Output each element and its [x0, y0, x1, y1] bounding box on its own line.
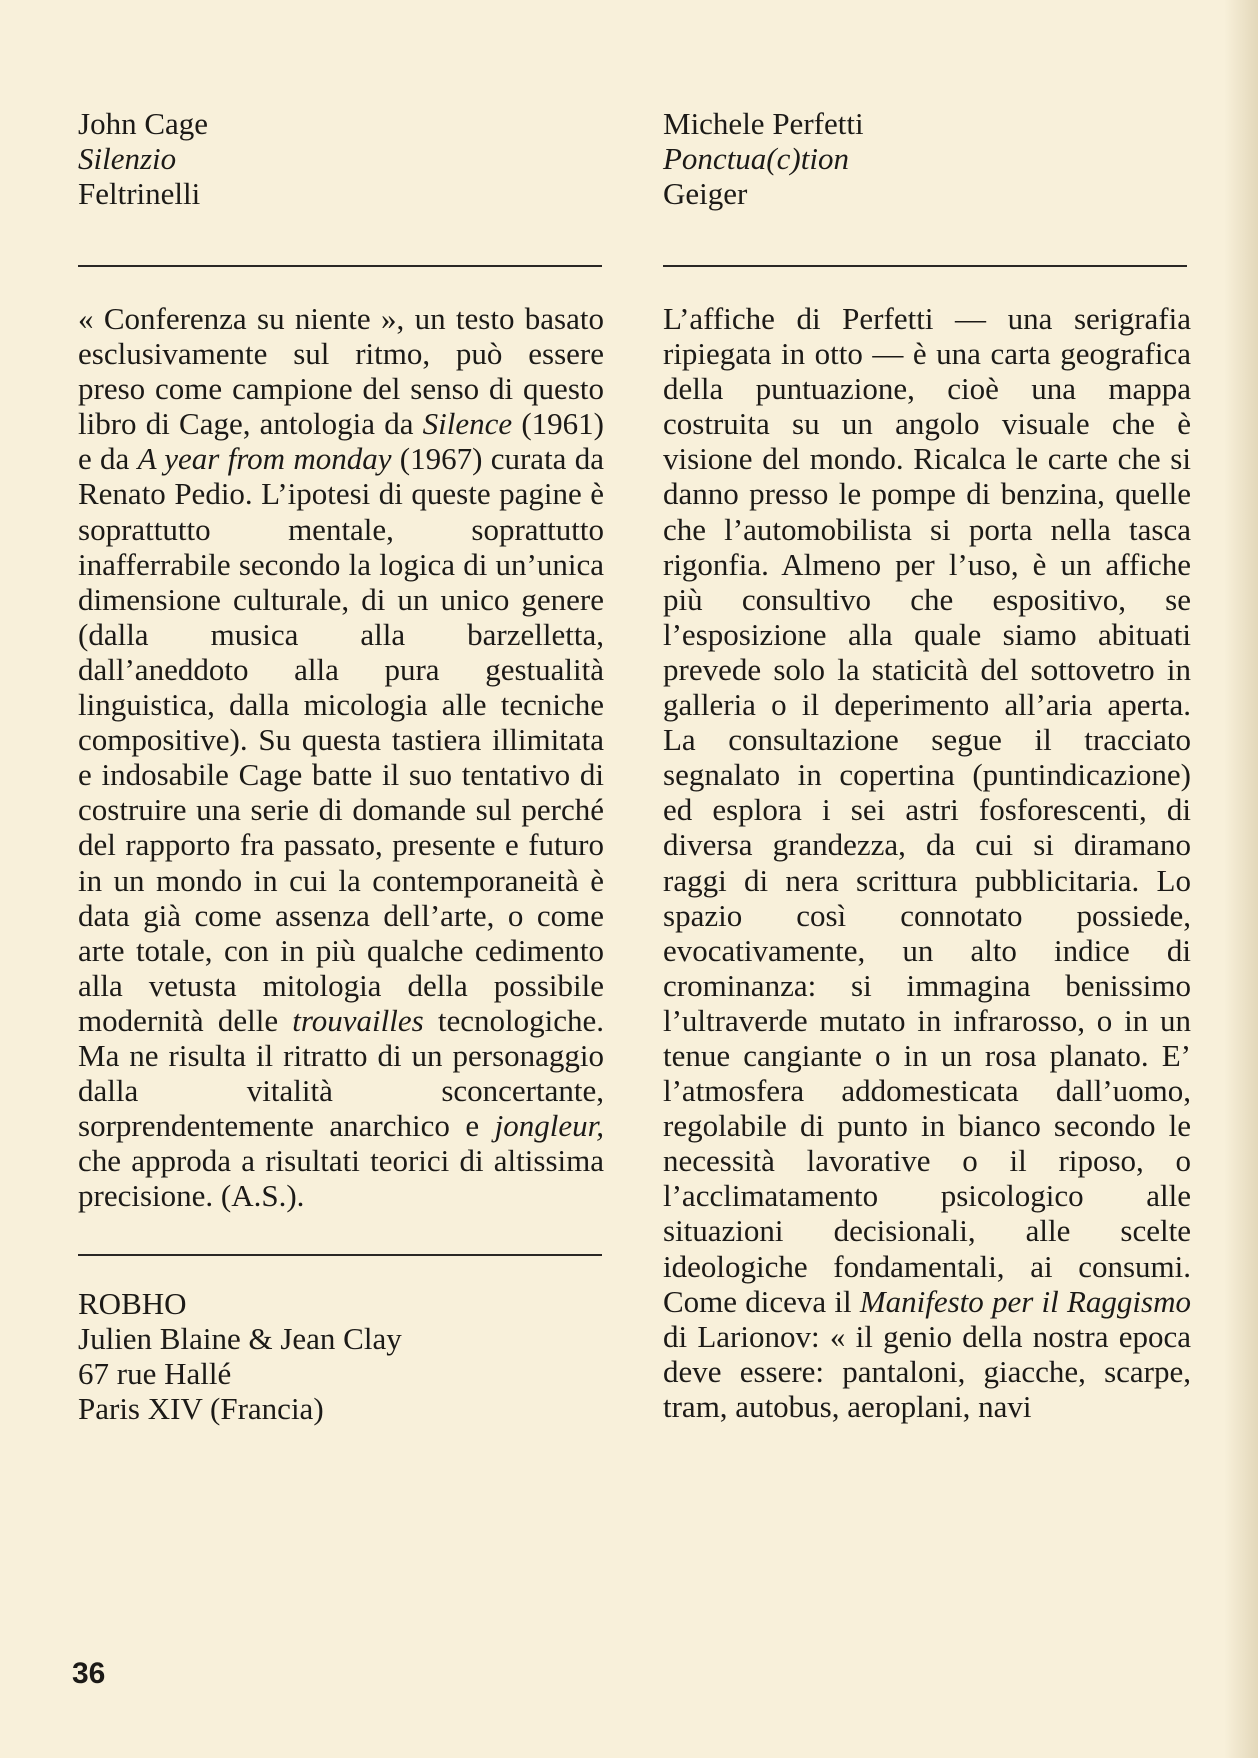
page-number: 36 [72, 1657, 106, 1690]
left-review-year-from-monday: A year from monday [137, 441, 392, 477]
address-name: ROBHO [78, 1286, 187, 1322]
right-review-text [663, 301, 1191, 1424]
left-review-part-1: « Conferenza su niente », un testo basato esclusivamente sul ritmo, può essere preso come campione del senso di questo libro di Cage, antologia da [78, 301, 604, 442]
address-street: 67 rue Hallé [78, 1356, 232, 1392]
address-city: Paris XIV (Francia) [78, 1391, 324, 1427]
right-column [663, 106, 1191, 1424]
robho-address [78, 1286, 604, 1426]
left-review-jongleur: jongleur, [494, 1108, 604, 1144]
left-title: Silenzio [78, 141, 177, 176]
left-review-trouvailles: trouvailles [292, 1002, 424, 1038]
right-review-part-2: di Larionov: « il genio della nostra epoca deve essere: pantaloni, giacche, scarpe, tram, autobus, aeroplani, navi [663, 1318, 1191, 1424]
left-author: John Cage [78, 106, 209, 141]
left-review-part-4: tecnologiche. Ma ne risulta il ritratto di un personaggio dalla vitalità sconcertante, sorprendentemente anarchico e [78, 1002, 604, 1144]
left-book-header [78, 106, 604, 211]
left-review-part-5: che approda a risultati teorici di altissima precisione. (A.S.). [78, 1143, 604, 1214]
right-title: Ponctua(c)tion [663, 141, 849, 176]
right-review-part-1: L’affiche di Perfetti — una serigrafia ripiegata in otto — è una carta geografica della puntuazione, cioè una mappa costruita su un angolo visuale che è visione del mondo. Ricalca le carte che si danno presso le pompe di benzina, quelle che l’automobilista si porta nella tasca rigonfia. Almeno per l’uso, è un affiche più consultivo che espositivo, se l’esposizione alla quale siamo abituati prevede solo la staticità del sottovetro in galleria o il deperimento all’aria aperta. La consultazione segue il tracciato segnalato in copertina (puntindicazione) ed esplora i sei astri fosforescenti, di diversa grandezza, da cui si diramano raggi di nera scrittura pubblicitaria. Lo spazio così connotato possiede, evocativamente, un alto indice di crominanza: si immagina benissimo l’ultraverde mutato in infrarosso, o in un tenue cangiante o in un rosa planato. E’ l’atmosfera addomesticata dall’uomo, regolabile di punto in bianco secondo le necessità lavorative o il riposo, o l’acclimatamento psicologico alle situazioni decisionali, alle scelte ideologiche fondamentali, ai consumi. Come diceva il [663, 301, 1191, 1319]
page-edge-shadow [1224, 0, 1258, 1758]
right-review-manifesto: Manifesto per il Raggismo [859, 1283, 1191, 1319]
left-review-text [78, 301, 604, 1213]
left-review-part-3: (1967) curata da Renato Pedio. L’ipotesi di queste pagine è soprattutto mentale, soprattutto inafferrabile secondo la logica di un’unica dimensione culturale, di un unico genere (dalla musica alla barzelletta, dall’aneddoto alla pura gestualità linguistica, dalla micologia alle tecniche compositive). Su questa tastiera illimitata e indosabile Cage batte il suo tentativo di costruire una serie di domande sul perché del rapporto fra passato, presente e futuro in un mondo in cui la contemporaneità è data già come assenza dell’arte, o come arte totale, con in più qualche cedimento alla vetusta mitologia della possibile modernità delle [78, 441, 604, 1038]
right-publisher: Geiger [663, 176, 748, 211]
right-top-divider [663, 265, 1187, 267]
left-review-silence: Silence [422, 406, 513, 442]
left-middle-divider [78, 1254, 602, 1256]
left-top-divider [78, 265, 602, 267]
left-publisher: Feltrinelli [78, 176, 201, 211]
address-editors: Julien Blaine & Jean Clay [78, 1321, 402, 1357]
right-author: Michele Perfetti [663, 106, 864, 141]
left-review-part-2: (1961) e da [78, 406, 604, 477]
right-book-header [663, 106, 1191, 211]
left-column [78, 106, 604, 1426]
